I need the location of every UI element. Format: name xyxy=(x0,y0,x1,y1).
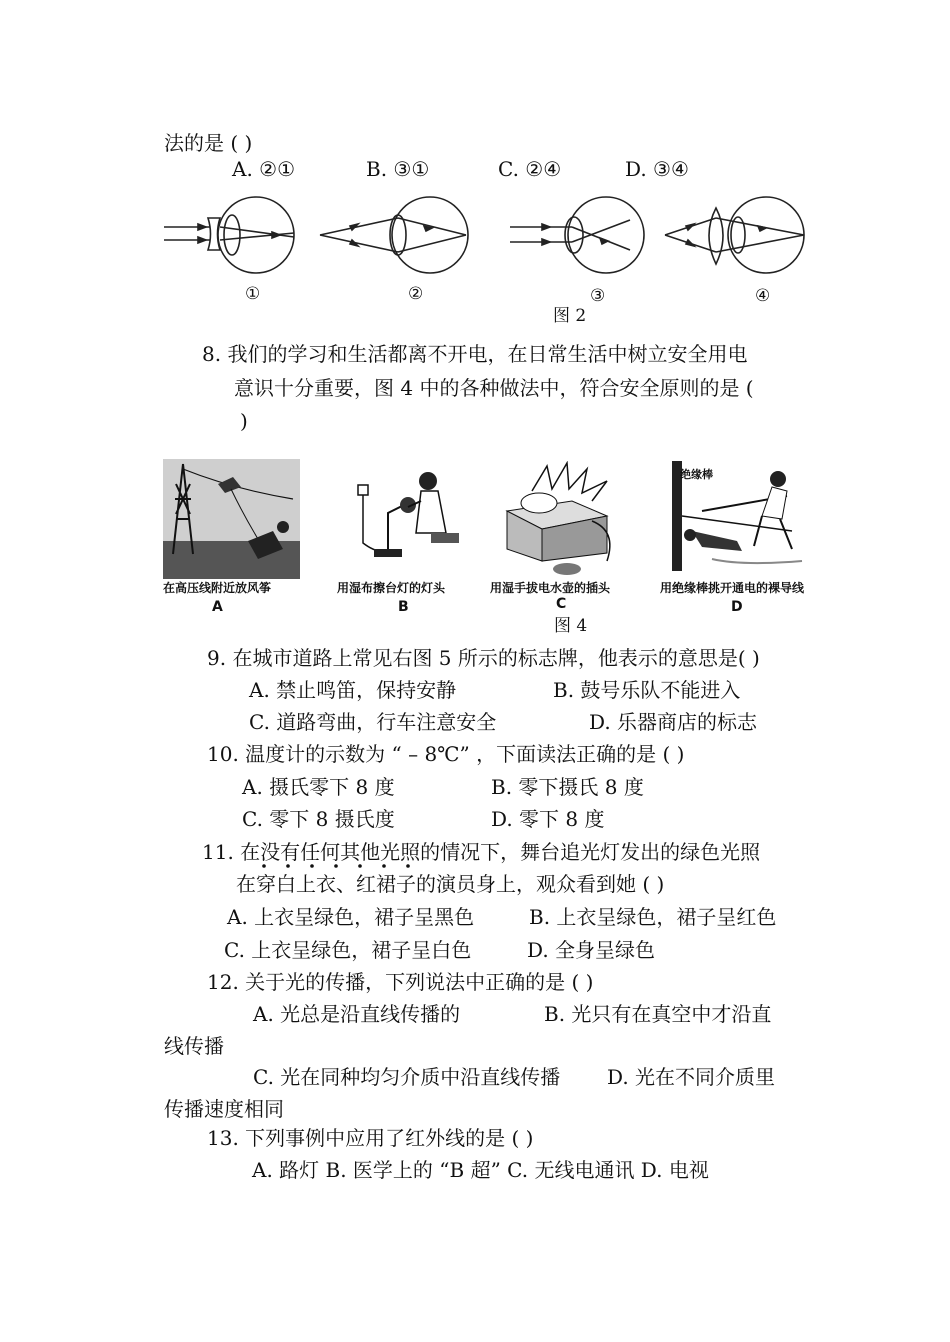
picture-d-caption: 用绝缘棒挑开通电的裸导线 xyxy=(660,581,805,595)
figure-4-caption: 图 4 xyxy=(554,616,588,636)
eye-label-2: ② xyxy=(408,284,424,304)
q9-option-d: D. 乐器商店的标志 xyxy=(589,710,758,734)
q7-stem-tail: 法的是 ( ) xyxy=(164,131,253,155)
q10-stem: 10. 温度计的示数为 “ – 8℃” ，下面读法正确的是 ( ) xyxy=(207,742,685,766)
eye-label-4: ④ xyxy=(755,286,771,306)
q8-stem-line2: 意识十分重要，图 4 中的各种做法中，符合安全原则的是 ( xyxy=(234,376,754,400)
q12-option-d-line1: D. 光在不同介质里 xyxy=(607,1065,776,1089)
eye-label-3: ③ xyxy=(590,286,606,306)
q10-option-b: B. 零下摄氏 8 度 xyxy=(491,775,644,799)
q12-option-d-line2: 传播速度相同 xyxy=(164,1097,284,1121)
q11-option-c: C. 上衣呈绿色，裙子呈白色 xyxy=(224,938,472,962)
q9-option-c: C. 道路弯曲，行车注意安全 xyxy=(249,710,497,734)
figure-2-caption: 图 2 xyxy=(553,306,587,326)
q12-option-b-line2: 线传播 xyxy=(164,1034,224,1058)
picture-unplugging-kettle xyxy=(497,461,627,577)
eye-diagram-3 xyxy=(510,197,644,273)
picture-b-caption: 用湿布擦台灯的灯头 xyxy=(337,581,446,595)
q7-option-b: B. ③① xyxy=(366,157,430,181)
picture-c-caption: 用湿手拔电水壶的插头 xyxy=(490,581,611,595)
q10-option-c: C. 零下 8 摄氏度 xyxy=(242,807,395,831)
picture-c-letter: C xyxy=(556,596,567,612)
eye-diagram-1 xyxy=(164,197,294,273)
picture-b-letter: B xyxy=(398,599,409,615)
picture-kite-near-power-line xyxy=(163,459,300,579)
eye-diagram-2 xyxy=(320,197,468,273)
q11-stem-line1: 11. 在没有任何其他光照的情况下，舞台追光灯发出的绿色光照 xyxy=(202,840,761,864)
q8-stem-line1: 8. 我们的学习和生活都离不开电，在日常生活中树立安全用电 xyxy=(202,342,748,366)
q7-option-a: A. ②① xyxy=(232,157,296,181)
q11-option-a: A. 上衣呈绿色，裙子呈黑色 xyxy=(227,905,475,929)
q7-option-d: D. ③④ xyxy=(625,157,689,181)
q12-option-b-line1: B. 光只有在真空中才沿直 xyxy=(544,1002,772,1026)
q11-stem-line2: 在穿白上衣、红裙子的演员身上，观众看到她 ( ) xyxy=(236,872,665,896)
picture-wiping-lamp xyxy=(336,463,461,576)
q12-option-a: A. 光总是沿直线传播的 xyxy=(253,1002,461,1026)
q11-option-d: D. 全身呈绿色 xyxy=(527,938,656,962)
q13-stem: 13. 下列事例中应用了红外线的是 ( ) xyxy=(207,1126,534,1150)
q7-option-c: C. ②④ xyxy=(498,157,562,181)
picture-d-letter: D xyxy=(731,599,743,615)
insulating-rod-label: 绝缘棒 xyxy=(680,468,713,481)
picture-a-letter: A xyxy=(212,599,223,615)
q12-option-c: C. 光在同种均匀介质中沿直线传播 xyxy=(253,1065,561,1089)
q8-stem-line3: ) xyxy=(240,409,248,433)
eye-diagram-4 xyxy=(665,197,804,273)
q13-options: A. 路灯 B. 医学上的 “B 超” C. 无线电通讯 D. 电视 xyxy=(252,1158,709,1182)
q9-option-b: B. 鼓号乐队不能进入 xyxy=(553,678,741,702)
q10-option-a: A. 摄氏零下 8 度 xyxy=(242,775,395,799)
q9-option-a: A. 禁止鸣笛，保持安静 xyxy=(249,678,457,702)
eye-label-1: ① xyxy=(245,284,261,304)
picture-a-caption: 在高压线附近放风筝 xyxy=(163,581,272,595)
q9-stem: 9. 在城市道路上常见右图 5 所示的标志牌，他表示的意思是( ) xyxy=(207,646,760,670)
q10-option-d: D. 零下 8 度 xyxy=(491,807,605,831)
q11-option-b: B. 上衣呈绿色，裙子呈红色 xyxy=(529,905,777,929)
q12-stem: 12. 关于光的传播，下列说法中正确的是 ( ) xyxy=(207,970,594,994)
emphasis-dots xyxy=(236,862,416,870)
